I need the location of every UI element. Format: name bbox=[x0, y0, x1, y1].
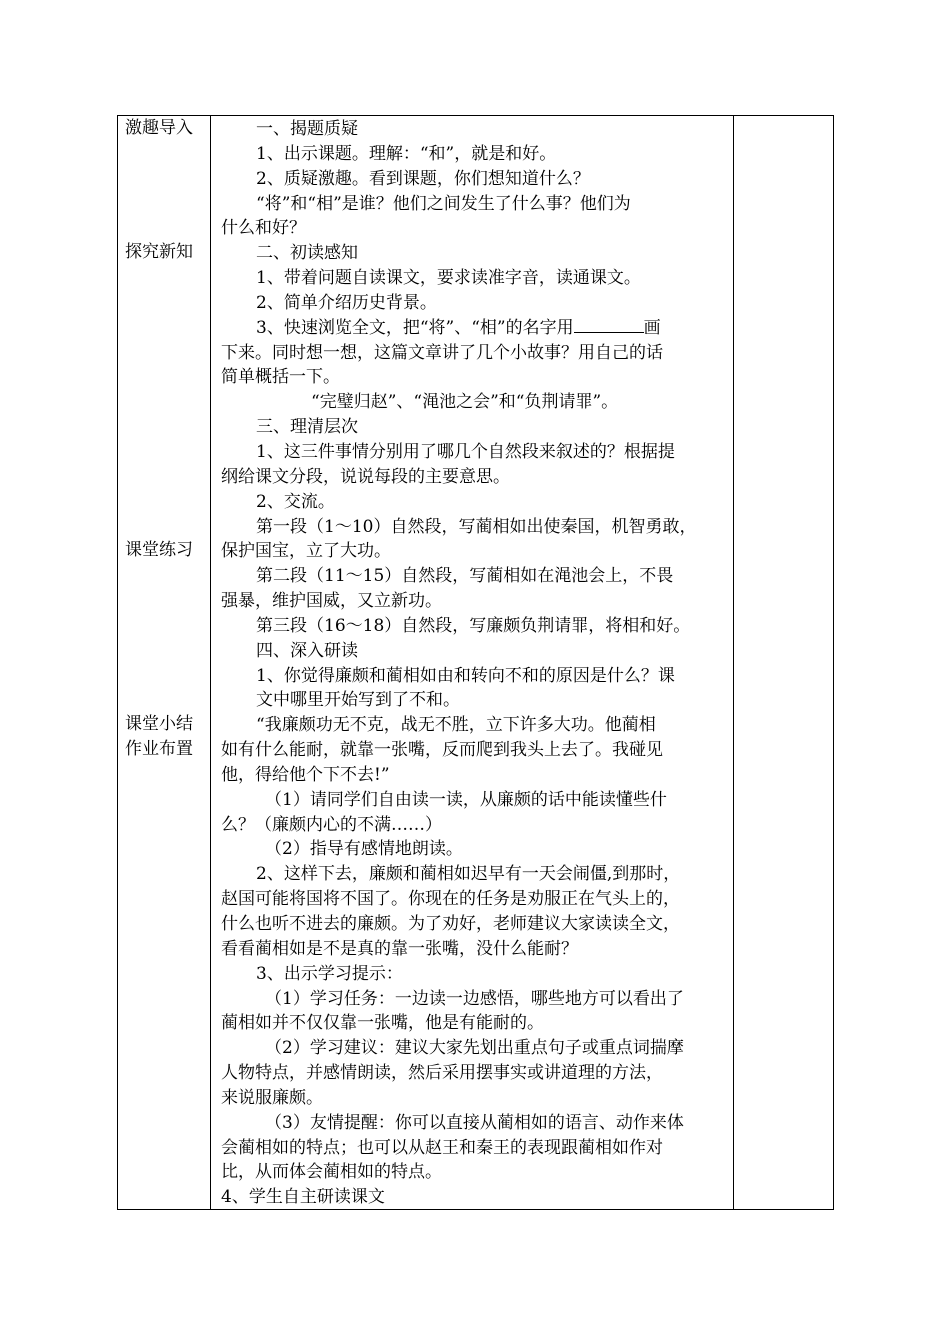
text-line: 什么也听不进去的廉颇。为了劝好，老师建议大家读读全文， bbox=[221, 914, 680, 934]
column-divider-right bbox=[733, 116, 734, 1209]
text-line: 下来。同时想一想，这篇文章讲了几个小故事？用自己的话 bbox=[221, 342, 663, 363]
quote-line: 他，得给他个下不去!” bbox=[221, 764, 390, 785]
text-line: 2、简单介绍历史背景。 bbox=[256, 292, 437, 313]
text-line: 人物特点，并感情朗读，然后采用摆事实或讲道理的方法， bbox=[221, 1063, 663, 1084]
text-line: 来说服廉颇。 bbox=[221, 1087, 323, 1108]
text-line: 强暴，维护国威，又立新功。 bbox=[221, 591, 442, 612]
text-line: 第一段（1～10）自然段，写蔺相如出使秦国，机智勇敢， bbox=[256, 516, 697, 537]
text-line: （2）学习建议：建议大家先划出重点句子或重点词揣摩 bbox=[265, 1038, 684, 1059]
text-line: 纲给课文分段，说说每段的主要意思。 bbox=[221, 466, 510, 487]
text-line: （2）指导有感情地朗读。 bbox=[265, 839, 463, 860]
text-segment: 画 bbox=[643, 317, 661, 338]
text-line: 看看蔺相如是不是真的靠一张嘴，没什么能耐？ bbox=[221, 938, 578, 959]
section-heading: 三、理清层次 bbox=[256, 417, 358, 438]
text-line: 第三段（16～18）自然段，写廉颇负荆请罪，将相和好。 bbox=[256, 615, 691, 636]
text-line: 简单概括一下。 bbox=[221, 367, 340, 388]
text-line: “完璧归赵”、“渑池之会”和“负荆请罪”。 bbox=[311, 392, 619, 413]
text-line: 蔺相如并不仅仅靠一张嘴，他是有能耐的。 bbox=[221, 1013, 544, 1034]
text-line-with-blank bbox=[221, 316, 729, 341]
fill-in-blank bbox=[574, 316, 644, 333]
text-line: “将”和“相”是谁？他们之间发生了什么事？他们为 bbox=[256, 193, 631, 214]
text-line: 第二段（11～15）自然段，写蔺相如在渑池会上，不畏 bbox=[256, 566, 674, 587]
lesson-content bbox=[221, 117, 729, 1210]
section-heading: 一、揭题质疑 bbox=[256, 119, 358, 139]
text-line: 2、这样下去，廉颇和蔺相如迟早有一天会闹僵,到那时， bbox=[256, 864, 681, 885]
stage-label-explore: 探究新知 bbox=[125, 242, 193, 262]
text-line: 么？（廉颇内心的不满……） bbox=[221, 814, 442, 835]
text-line: 1、这三件事情分别用了哪几个自然段来叙述的？根据提 bbox=[256, 441, 675, 462]
text-line: （3）友情提醒：你可以直接从蔺相如的语言、动作来体 bbox=[265, 1112, 684, 1133]
text-segment: 3、快速浏览全文，把“将”、“相”的名字用 bbox=[256, 317, 574, 338]
column-divider-left bbox=[210, 116, 211, 1209]
text-line: 会蔺相如的特点；也可以从赵王和秦王的表现跟蔺相如作对 bbox=[221, 1137, 663, 1158]
text-line: 1、你觉得廉颇和蔺相如由和转向不和的原因是什么？课 bbox=[256, 665, 675, 686]
text-line: 4、学生自主研读课文 bbox=[221, 1187, 385, 1208]
text-line: 2、交流。 bbox=[256, 491, 335, 512]
text-line: （1）请同学们自由读一读，从廉颇的话中能读懂些什 bbox=[265, 789, 667, 810]
text-line: 文中哪里开始写到了不和。 bbox=[256, 690, 460, 711]
quote-line: “我廉颇功无不克，战无不胜，立下许多大功。他蔺相 bbox=[256, 715, 656, 736]
stage-label-practice: 课堂练习 bbox=[125, 540, 193, 560]
stage-label-summary: 课堂小结 bbox=[125, 714, 193, 734]
text-line: 2、质疑激趣。看到课题，你们想知道什么？ bbox=[256, 168, 590, 189]
text-line: （1）学习任务：一边读一边感悟，哪些地方可以看出了 bbox=[265, 988, 684, 1009]
text-line: 什么和好？ bbox=[221, 218, 306, 239]
section-heading: 四、深入研读 bbox=[256, 640, 358, 661]
text-line: 保护国宝，立了大功。 bbox=[221, 541, 391, 562]
stage-label-intro: 激趣导入 bbox=[125, 118, 193, 138]
text-line: 比，从而体会蔺相如的特点。 bbox=[221, 1162, 442, 1183]
text-line: 3、出示学习提示： bbox=[256, 963, 403, 984]
section-heading: 二、初读感知 bbox=[256, 243, 358, 264]
text-line: 赵国可能将国将不国了。你现在的任务是劝服正在气头上的， bbox=[221, 889, 680, 910]
quote-line: 如有什么能耐，就靠一张嘴，反而爬到我头上去了。我碰见 bbox=[221, 740, 663, 761]
text-line: 1、带着问题自读课文，要求读准字音，读通课文。 bbox=[256, 268, 641, 289]
text-line: 1、出示课题。理解：“和”，就是和好。 bbox=[256, 143, 557, 164]
stage-label-homework: 作业布置 bbox=[125, 739, 193, 759]
